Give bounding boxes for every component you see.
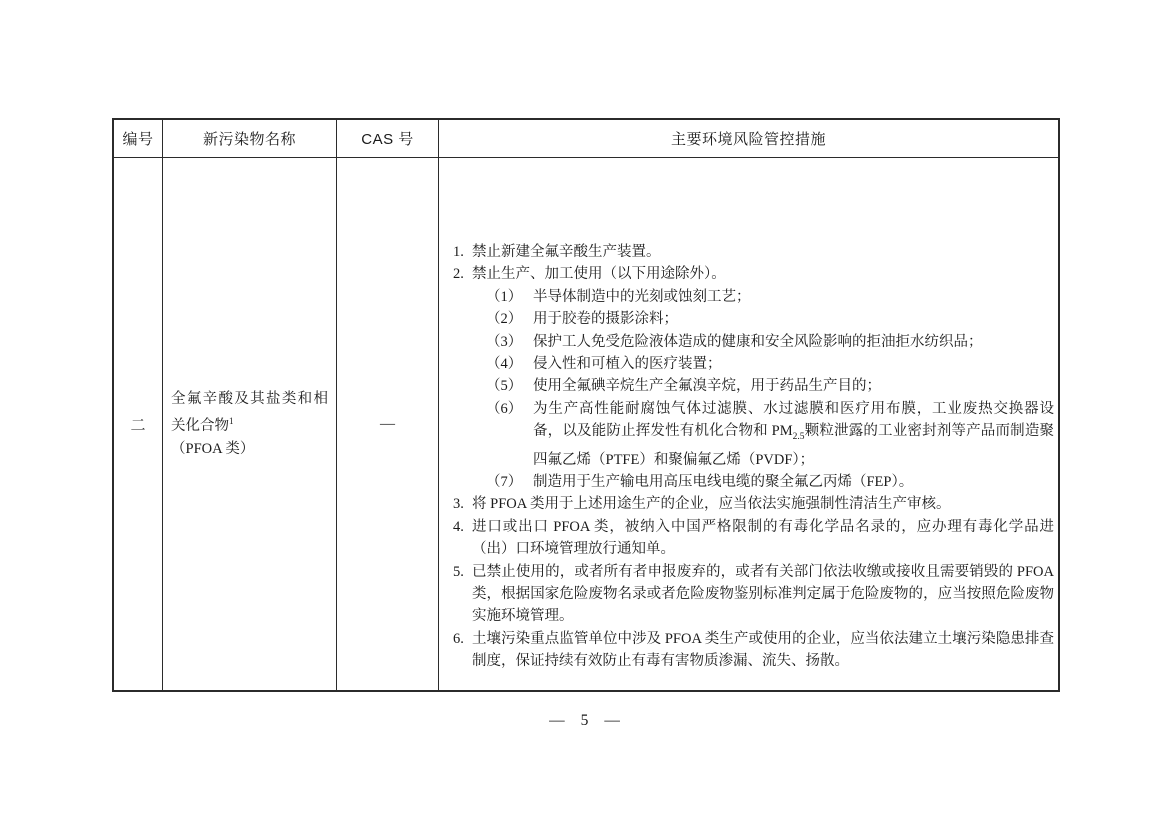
subitem-number: （7） [486,473,523,490]
measure-subitem-1 [453,286,1054,308]
measure-text: 禁止新建全氟辛酸生产装置。 [472,244,661,260]
measure-item-4 [453,516,1054,561]
cas-number-value: — [380,415,395,432]
measure-subitem-2 [453,308,1054,330]
subitem-number: （6） [486,400,523,417]
measure-item-3 [453,493,1054,515]
measure-text: 土壤污染重点监管单位中涉及 PFOA 类生产或使用的企业，应当依法建立土壤污染隐患排查制度，保证持续有效防止有毒有害物质渗漏、流失、扬散。 [472,630,1054,670]
row-number-cell [114,158,163,690]
pollutant-name-text: 全氟辛酸及其盐类和相关化合物 [171,390,328,435]
measures-cell [439,158,1058,690]
measure-subitem-5 [453,375,1054,397]
measure-item-5 [453,561,1054,628]
subitem-text [533,398,1054,471]
subitem-text: 使用全氟碘辛烷生产全氟溴辛烷，用于药品生产目的； [533,378,881,395]
pollutant-name-cell [163,158,337,690]
subitem-text: 制造用于生产输电用高压电线电缆的聚全氟乙丙烯（FEP）。 [533,473,914,490]
measure-subitem-6 [453,398,1054,471]
pm25-subscript: 2.5 [792,432,805,443]
footer-dash-right: — [604,712,620,729]
footer-dash-left: — [549,712,565,729]
measure-number: 5. [453,563,464,580]
subitem-number: （5） [486,378,523,395]
measure-text: 将 PFOA 类用于上述用途生产的企业，应当依法实施强制性清洁生产审核。 [472,496,951,513]
measure-text: 已禁止使用的，或者所有者申报废弃的，或者有关部门依法收缴或接收且需要销毁的 PFOA 类，根据国家危险废物名录或者危险废物鉴别标准判定属于危险废物的，应当按照危险废物实施环境管理。 [472,563,1054,625]
page-footer [0,712,1169,730]
measure-item-6 [453,628,1054,673]
subitem-text: 用于胶卷的摄影涂料； [533,311,678,328]
row-number: 二 [130,417,146,434]
measure-subitem-4 [453,353,1054,375]
measure-item-1 [453,241,1054,263]
header-control-measures: 主要环境风险管控措施 [439,120,1058,158]
measure-number: 1. [453,244,464,260]
measure-number: 3. [453,496,464,513]
table-header-row [114,120,1058,158]
measure-text: 禁止生产、加工使用（以下用途除外）。 [472,266,726,283]
subitem-number: （4） [486,356,523,373]
table-row [114,158,1058,690]
subitem-number: （1） [486,288,523,305]
measure-subitem-7 [453,471,1054,493]
pollutant-name [171,388,328,438]
pollutant-alias: （PFOA 类） [171,440,255,457]
measure-text: 进口或出口 PFOA 类，被纳入中国严格限制的有毒化学品名录的，应办理有毒化学品进（出）口环境管理放行通知单。 [472,518,1054,558]
header-pollutant-name: 新污染物名称 [163,120,337,158]
subitem-text-part1: 为生产高性能耐腐蚀气体过滤膜、水过滤膜和医疗用布膜，工业废热交换器设备，以及能防止挥发性有机化合物和 PM [533,400,1054,440]
measure-number: 4. [453,518,464,535]
page-number: 5 [580,712,589,729]
subitem-number: （3） [486,333,523,350]
measure-number: 2. [453,266,464,283]
pollutant-table [112,118,1060,692]
measure-item-2 [453,263,1054,285]
subitem-number: （2） [486,311,523,328]
subitem-text: 侵入性和可植入的医疗装置； [533,356,722,373]
measure-number: 6. [453,630,464,647]
subitem-text: 保护工人免受危险液体造成的健康和安全风险影响的拒油拒水纺织品； [533,333,983,350]
header-cas-number: CAS 号 [337,120,439,158]
header-number: 编号 [114,120,163,158]
cas-number-cell [337,158,439,690]
subitem-text: 半导体制造中的光刻或蚀刻工艺； [533,288,751,305]
footnote-marker: 1 [229,416,234,427]
measure-subitem-3 [453,331,1054,353]
subitem-text-part2: 颗粒泄露的工业密封剂等产品而制造聚四氟乙烯（PTFE）和聚偏氟乙烯（PVDF）； [533,423,1054,468]
